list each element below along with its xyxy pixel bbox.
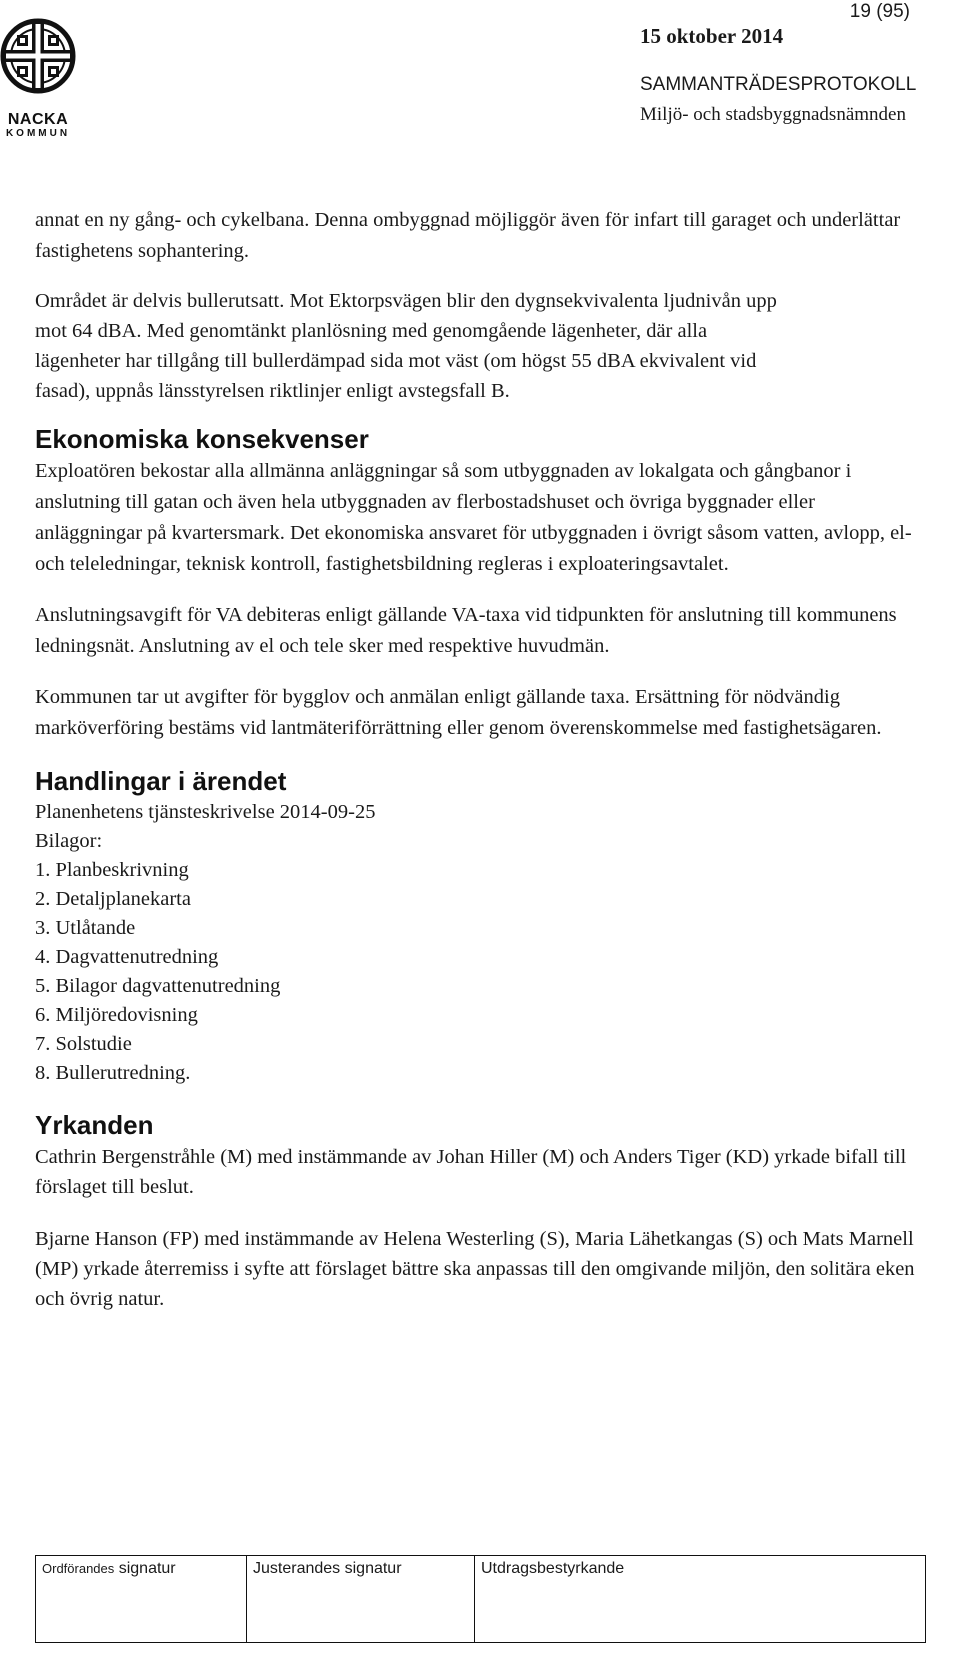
list-item: 5. Bilagor dagvattenutredning <box>35 975 281 997</box>
text-line: mot 64 dBA. Med genomtänkt planlösning med genomgående lägenheter, där alla <box>35 320 708 342</box>
document-body <box>35 205 925 1314</box>
yrkanden-paragraph-2: Bjarne Hanson (FP) med instämmande av Helena Westerling (S), Maria Lähetkangas (S) och Mats Marnell (MP) yrkade återremiss i syfte att förslaget bättre ska anpassas till den omgivande miljön, den solitära eken och övrig natur. <box>35 1228 915 1310</box>
document-type: SAMMANTRÄDESPROTOKOLL <box>640 74 917 95</box>
adjuster-signature-label: Justerandes signatur <box>253 1560 402 1577</box>
page-number: 19 (95) <box>849 1 910 22</box>
list-item: 2. Detaljplanekarta <box>35 888 191 910</box>
logo-name: NACKA <box>7 111 69 128</box>
heading-yrkanden: Yrkanden <box>35 1110 154 1140</box>
extract-certification-cell <box>474 1556 925 1642</box>
tjansteskrivelse-line: Planenhetens tjänsteskrivelse 2014-09-25 <box>35 801 376 823</box>
attachment-list <box>35 856 925 1088</box>
text-line: Området är delvis bullerutsatt. Mot Ektorpsvägen blir den dygnsekvivalenta ljudnivån upp <box>35 290 777 312</box>
meeting-date: 15 oktober 2014 <box>640 24 784 48</box>
heading-ekonomiska-konsekvenser: Ekonomiska konsekvenser <box>35 424 369 454</box>
list-item: 8. Bullerutredning. <box>35 1062 191 1084</box>
list-item: 7. Solstudie <box>35 1033 132 1055</box>
text-line: fasad), uppnås länsstyrelsen riktlinjer enligt avstegsfall B. <box>35 380 510 402</box>
nacka-crest-icon <box>0 18 76 94</box>
heading-handlingar-i-arendet: Handlingar i ärendet <box>35 766 287 796</box>
bilagor-label: Bilagor: <box>35 830 103 852</box>
ekonomi-paragraph-2: Anslutningsavgift för VA debiteras enligt gällande VA-taxa vid tidpunkten för anslutning till kommunens ledningsnät. Anslutning av el och tele sker med respektive huvudmän. <box>35 604 897 657</box>
list-item: 4. Dagvattenutredning <box>35 946 219 968</box>
list-item: 6. Miljöredovisning <box>35 1004 198 1026</box>
logo-subtitle: KOMMUN <box>5 128 71 139</box>
ekonomi-paragraph-3: Kommunen tar ut avgifter för bygglov och anmälan enligt gällande taxa. Ersättning för nödvändig marköverföring bestäms vid lantmäteriförrättning eller genom överenskommelse med fastighetsägaren. <box>35 686 882 739</box>
intro-paragraph-2 <box>35 286 925 406</box>
chair-signature-label: Ordförandes <box>42 1561 115 1576</box>
yrkanden-paragraph-1: Cathrin Bergenstråhle (M) med instämmande av Johan Hiller (M) och Anders Tiger (KD) yrkade bifall till förslaget till beslut. <box>35 1146 907 1198</box>
signature-table <box>35 1555 926 1643</box>
nacka-logo <box>0 18 76 139</box>
list-item: 3. Utlåtande <box>35 917 136 939</box>
list-item: 1. Planbeskrivning <box>35 859 189 881</box>
text-line: lägenheter har tillgång till bullerdämpad sida mot väst (om högst 55 dBA ekvivalent vid <box>35 350 757 372</box>
extract-certification-label: Utdragsbestyrkande <box>481 1560 625 1577</box>
committee-name: Miljö- och stadsbyggnadsnämnden <box>640 104 906 125</box>
ekonomi-paragraph-1: Exploatören bekostar alla allmänna anläggningar så som utbyggnaden av lokalgata och gångbanor i anslutning till gatan och även hela utbyggnaden av flerbostadshuset och övriga byggnader eller anläggningar på kvartersmark. Det ekonomiska ansvaret för utbyggnaden i övrigt såsom vatten, avlopp, el- och teleledningar, teknisk kontroll, fastighetsbildning regleras i exploateringsavtalet. <box>35 460 912 575</box>
chair-signature-label-rest: signatur <box>114 1560 176 1577</box>
chair-signature-cell <box>36 1556 246 1642</box>
intro-paragraph-1: annat en ny gång- och cykelbana. Denna ombyggnad möjliggör även för infart till garaget och underlättar fastighetens sophantering. <box>35 209 901 262</box>
adjuster-signature-cell <box>246 1556 474 1642</box>
